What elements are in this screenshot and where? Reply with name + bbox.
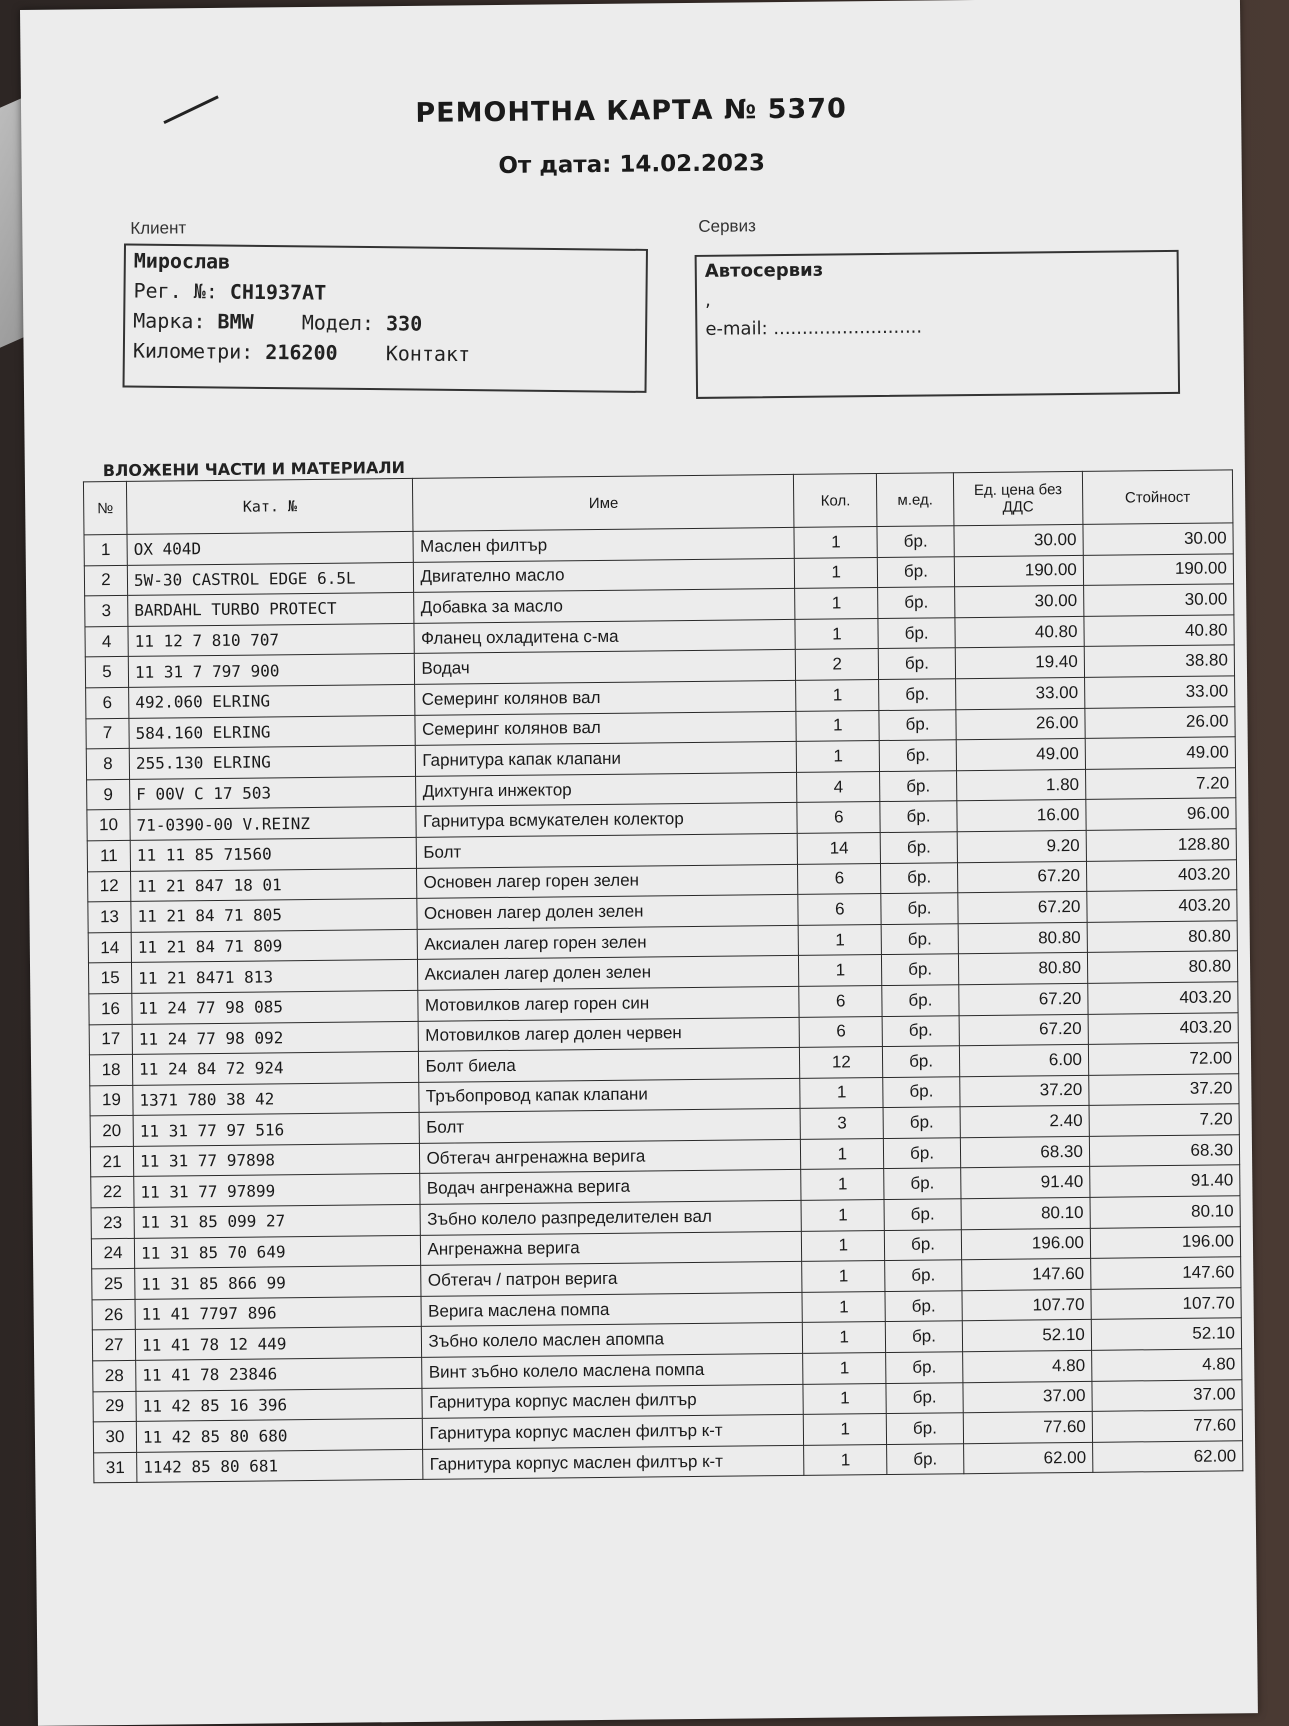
row-quantity: 1	[795, 588, 878, 619]
row-total: 37.20	[1089, 1073, 1239, 1105]
parts-section-title: ВЛОЖЕНИ ЧАСТИ И МАТЕРИАЛИ	[102, 457, 406, 481]
row-unit-price: 6.00	[959, 1044, 1088, 1076]
row-unit: бр.	[883, 1107, 960, 1138]
col-price: Ед. цена без ДДС	[953, 471, 1083, 525]
col-total: Стойност	[1082, 470, 1233, 525]
row-unit: бр.	[880, 832, 957, 863]
row-total: 96.00	[1086, 798, 1236, 830]
row-quantity: 6	[799, 1016, 882, 1047]
row-part-name: Болт	[420, 1109, 801, 1144]
row-cat-number: 11 31 85 099 27	[134, 1204, 421, 1238]
row-quantity: 12	[800, 1047, 883, 1078]
row-num: 22	[91, 1177, 134, 1208]
row-cat-number: 11 31 7 797 900	[128, 654, 415, 688]
row-part-name: Двигателно масло	[414, 558, 795, 593]
row-unit-price: 26.00	[956, 708, 1085, 740]
row-total: 147.60	[1091, 1257, 1241, 1289]
row-cat-number: 71-0390-00 V.REINZ	[130, 807, 417, 841]
row-quantity: 1	[802, 1291, 885, 1322]
row-part-name: Основен лагер долен зелен	[417, 895, 798, 930]
row-quantity: 4	[797, 771, 880, 802]
model-label: Модел:	[301, 310, 375, 336]
row-total: 49.00	[1085, 737, 1235, 769]
row-unit: бр.	[877, 526, 954, 557]
row-unit-price: 80.10	[961, 1197, 1090, 1229]
row-num: 16	[89, 993, 132, 1024]
row-num: 3	[85, 596, 128, 627]
col-num: №	[83, 481, 127, 534]
row-quantity: 1	[803, 1383, 886, 1414]
row-num: 2	[84, 565, 127, 596]
row-part-name: Винт зъбно колело маслена помпа	[422, 1353, 803, 1388]
row-total: 72.00	[1088, 1043, 1238, 1075]
service-email-row	[697, 310, 1177, 344]
row-unit-price: 80.80	[958, 953, 1087, 985]
row-quantity: 1	[802, 1230, 885, 1261]
row-part-name: Дихтунга инжектор	[416, 772, 797, 807]
service-comma: ,	[704, 289, 711, 311]
row-cat-number: 1142 85 80 681	[137, 1449, 424, 1483]
row-part-name: Обтегач ангренажна верига	[420, 1139, 801, 1174]
row-unit-price: 19.40	[955, 647, 1084, 679]
row-part-name: Болт	[417, 833, 798, 868]
row-unit: бр.	[879, 709, 956, 740]
row-unit-price: 196.00	[961, 1228, 1090, 1260]
row-unit: бр.	[878, 587, 955, 618]
row-cat-number: 11 11 85 71560	[130, 837, 417, 871]
row-cat-number: 255.130 ELRING	[129, 746, 416, 780]
row-num: 15	[88, 963, 131, 994]
row-total: 38.80	[1084, 645, 1234, 677]
row-cat-number: 11 31 77 97 516	[133, 1113, 420, 1147]
row-num: 17	[89, 1024, 132, 1055]
row-num: 26	[92, 1299, 135, 1330]
row-part-name: Зъбно колело разпределителен вал	[420, 1200, 801, 1235]
row-total: 80.10	[1090, 1196, 1240, 1228]
row-total: 52.10	[1091, 1318, 1241, 1350]
row-total: 4.80	[1092, 1349, 1242, 1381]
service-name: Автосервиз	[704, 259, 824, 282]
model-value: 330	[385, 311, 423, 336]
row-quantity: 1	[798, 924, 881, 955]
row-unit: бр.	[886, 1352, 963, 1383]
row-cat-number: 11 41 78 12 449	[135, 1327, 422, 1361]
row-num: 31	[94, 1452, 137, 1483]
row-part-name: Семеринг колянов вал	[415, 680, 796, 715]
row-unit-price: 80.80	[958, 922, 1087, 954]
row-unit-price: 62.00	[963, 1442, 1092, 1474]
row-part-name: Водач	[415, 650, 796, 685]
row-total: 91.40	[1090, 1165, 1240, 1197]
row-unit: бр.	[884, 1168, 961, 1199]
row-total: 403.20	[1088, 982, 1238, 1014]
client-name: Мирослав	[133, 248, 231, 274]
row-quantity: 6	[798, 863, 881, 894]
row-total: 403.20	[1086, 859, 1236, 891]
row-part-name: Зъбно колело маслен апомпа	[422, 1323, 803, 1358]
row-total: 68.30	[1089, 1135, 1239, 1167]
row-unit-price: 67.20	[957, 861, 1086, 893]
row-cat-number: 11 24 77 98 092	[132, 1021, 419, 1055]
row-unit-price: 9.20	[957, 830, 1086, 862]
row-unit: бр.	[882, 954, 959, 985]
row-cat-number: 11 21 847 18 01	[131, 868, 418, 902]
row-total: 26.00	[1085, 706, 1235, 738]
row-unit-price: 2.40	[960, 1106, 1089, 1138]
row-cat-number: 1371 780 38 42	[133, 1082, 420, 1116]
row-part-name: Гарнитура корпус маслен филтър к-т	[423, 1445, 804, 1480]
row-part-name: Тръбопровод капак клапани	[419, 1078, 800, 1113]
row-part-name: Болт биела	[419, 1047, 800, 1082]
row-unit: бр.	[886, 1321, 963, 1352]
row-unit: бр.	[881, 862, 958, 893]
row-total: 40.80	[1084, 615, 1234, 647]
row-unit-price: 30.00	[954, 586, 1083, 618]
row-unit-price: 67.20	[959, 1014, 1088, 1046]
row-unit: бр.	[884, 1199, 961, 1230]
row-cat-number: OX 404D	[127, 531, 414, 565]
row-cat-number: 11 41 7797 896	[135, 1296, 422, 1330]
row-total: 80.80	[1087, 951, 1237, 983]
row-part-name: Верига маслена помпа	[421, 1292, 802, 1327]
row-part-name: Основен лагер горен зелен	[417, 864, 798, 899]
row-cat-number: 11 12 7 810 707	[128, 623, 415, 657]
row-unit-price: 33.00	[955, 677, 1084, 709]
row-num: 25	[92, 1269, 135, 1300]
row-quantity: 1	[803, 1322, 886, 1353]
row-quantity: 1	[795, 618, 878, 649]
row-total: 7.20	[1085, 768, 1235, 800]
row-quantity: 1	[797, 741, 880, 772]
row-cat-number: 11 41 78 23846	[136, 1357, 423, 1391]
row-num: 18	[89, 1054, 132, 1085]
row-unit: бр.	[879, 740, 956, 771]
row-quantity: 1	[796, 680, 879, 711]
row-part-name: Гарнитура всмукателен колектор	[416, 803, 797, 838]
row-unit-price: 190.00	[954, 555, 1083, 587]
row-quantity: 1	[804, 1444, 887, 1475]
row-part-name: Мотовилков лагер горен син	[418, 986, 799, 1021]
row-part-name: Гарнитура корпус маслен филтър	[422, 1384, 803, 1419]
row-total: 77.60	[1092, 1410, 1242, 1442]
reg-label: Рег. №:	[133, 278, 218, 304]
row-unit-price: 4.80	[962, 1350, 1091, 1382]
service-info-box	[695, 250, 1180, 399]
client-label: Клиент	[130, 218, 187, 238]
row-unit-price: 37.20	[960, 1075, 1089, 1107]
row-unit-price: 67.20	[958, 892, 1087, 924]
row-unit: бр.	[882, 985, 959, 1016]
row-unit: бр.	[879, 679, 956, 710]
row-total: 33.00	[1084, 676, 1234, 708]
client-km-row	[125, 335, 645, 370]
col-unit: м.ед.	[877, 473, 954, 527]
row-num: 13	[88, 902, 131, 933]
row-unit-price: 40.80	[955, 616, 1084, 648]
row-num: 12	[88, 871, 131, 902]
row-part-name: Семеринг колянов вал	[415, 711, 796, 746]
row-unit-price: 147.60	[961, 1259, 1090, 1291]
service-label: Сервиз	[698, 216, 756, 236]
row-num: 29	[93, 1391, 136, 1422]
row-num: 21	[90, 1146, 133, 1177]
row-num: 27	[92, 1330, 135, 1361]
row-num: 4	[85, 626, 128, 657]
row-part-name: Обтегач / патрон верига	[421, 1262, 802, 1297]
row-quantity: 1	[801, 1200, 884, 1231]
row-unit: бр.	[887, 1444, 964, 1475]
row-unit: бр.	[885, 1291, 962, 1322]
row-total: 7.20	[1089, 1104, 1239, 1136]
row-part-name: Гарнитура корпус маслен филтър к-т	[423, 1415, 804, 1450]
row-quantity: 6	[797, 802, 880, 833]
document-title: РЕМОНТНА КАРТА № 5370	[415, 93, 847, 129]
row-quantity: 1	[801, 1169, 884, 1200]
row-total: 37.00	[1092, 1379, 1242, 1411]
row-num: 30	[93, 1422, 136, 1453]
row-cat-number: 11 21 84 71 805	[131, 899, 418, 933]
row-unit: бр.	[885, 1260, 962, 1291]
km-value: 216200	[265, 339, 338, 365]
col-cat: Кат. №	[126, 478, 413, 534]
row-quantity: 1	[801, 1138, 884, 1169]
row-unit-price: 16.00	[957, 800, 1086, 832]
row-total: 30.00	[1083, 523, 1233, 555]
row-cat-number: 11 21 84 71 809	[131, 929, 418, 963]
reg-value: CH1937AT	[229, 279, 327, 305]
row-total: 128.80	[1086, 829, 1236, 861]
row-total: 30.00	[1083, 584, 1233, 616]
row-num: 11	[87, 840, 130, 871]
row-part-name: Аксиален лагер долен зелен	[418, 956, 799, 991]
make-value: BMW	[217, 309, 254, 334]
row-part-name: Водач ангренажна верига	[420, 1170, 801, 1205]
row-cat-number: 11 31 77 97899	[134, 1174, 421, 1208]
row-quantity: 1	[796, 710, 879, 741]
row-quantity: 1	[799, 955, 882, 986]
row-num: 19	[90, 1085, 133, 1116]
row-unit-price: 1.80	[956, 769, 1085, 801]
row-num: 5	[85, 657, 128, 688]
row-quantity: 1	[794, 527, 877, 558]
row-num: 7	[86, 718, 129, 749]
client-info-box	[123, 243, 648, 392]
row-cat-number: 11 31 85 70 649	[134, 1235, 421, 1269]
document-date: От дата: 14.02.2023	[498, 150, 766, 179]
row-cat-number: 11 31 85 866 99	[135, 1266, 422, 1300]
row-num: 23	[91, 1207, 134, 1238]
row-unit-price: 49.00	[956, 739, 1085, 771]
row-num: 1	[84, 534, 127, 565]
row-total: 403.20	[1087, 890, 1237, 922]
row-unit: бр.	[883, 1076, 960, 1107]
row-unit-price: 68.30	[960, 1136, 1089, 1168]
col-name: Име	[413, 474, 794, 531]
row-quantity: 3	[800, 1108, 883, 1139]
row-cat-number: 11 42 85 16 396	[136, 1388, 423, 1422]
row-unit-price: 52.10	[962, 1320, 1091, 1352]
row-cat-number: 492.060 ELRING	[129, 684, 416, 718]
parts-table-body	[84, 523, 1243, 1483]
row-total: 403.20	[1088, 1012, 1238, 1044]
row-unit: бр.	[880, 801, 957, 832]
row-total: 107.70	[1091, 1288, 1241, 1320]
row-num: 10	[87, 810, 130, 841]
row-part-name: Маслен филтър	[413, 527, 794, 562]
row-num: 6	[86, 687, 129, 718]
row-cat-number: 11 31 77 97898	[133, 1143, 420, 1177]
row-cat-number: 11 24 77 98 085	[132, 990, 419, 1024]
row-part-name: Ангренажна верига	[421, 1231, 802, 1266]
row-cat-number: 11 24 84 72 924	[132, 1051, 419, 1085]
row-num: 9	[87, 779, 130, 810]
row-cat-number: 584.160 ELRING	[129, 715, 416, 749]
row-part-name: Аксиален лагер горен зелен	[418, 925, 799, 960]
row-quantity: 1	[795, 557, 878, 588]
row-unit: бр.	[885, 1229, 962, 1260]
row-quantity: 1	[802, 1261, 885, 1292]
row-unit: бр.	[878, 618, 955, 649]
row-unit: бр.	[878, 648, 955, 679]
row-cat-number: 11 21 8471 813	[131, 960, 418, 994]
row-unit-price: 107.70	[962, 1289, 1091, 1321]
repair-card-document	[20, 0, 1258, 1726]
row-part-name: Фланец охладитена с-ма	[414, 619, 795, 654]
parts-table	[83, 469, 1243, 1483]
row-unit: бр.	[886, 1413, 963, 1444]
row-unit: бр.	[883, 1046, 960, 1077]
row-quantity: 1	[804, 1414, 887, 1445]
row-unit: бр.	[881, 923, 958, 954]
email-value: ..........................	[773, 316, 923, 340]
make-label: Марка:	[133, 308, 206, 334]
row-quantity: 14	[798, 832, 881, 863]
col-qty: Кол.	[794, 474, 877, 528]
row-total: 62.00	[1092, 1441, 1242, 1473]
row-num: 8	[86, 749, 129, 780]
row-quantity: 6	[798, 894, 881, 925]
row-unit-price: 77.60	[963, 1412, 1092, 1444]
row-total: 196.00	[1090, 1226, 1240, 1258]
row-unit-price: 30.00	[954, 524, 1083, 556]
row-unit: бр.	[880, 770, 957, 801]
row-unit: бр.	[884, 1138, 961, 1169]
row-total: 190.00	[1083, 553, 1233, 585]
row-unit: бр.	[881, 893, 958, 924]
row-unit-price: 37.00	[963, 1381, 1092, 1413]
row-cat-number: 5W-30 CASTROL EDGE 6.5L	[127, 562, 414, 596]
row-unit: бр.	[882, 1015, 959, 1046]
row-part-name: Мотовилков лагер долен червен	[419, 1017, 800, 1052]
row-total: 80.80	[1087, 921, 1237, 953]
row-unit-price: 91.40	[961, 1167, 1090, 1199]
row-num: 14	[88, 932, 131, 963]
row-cat-number: BARDAHL TURBO PROTECT	[128, 593, 415, 627]
row-unit-price: 67.20	[959, 983, 1088, 1015]
row-unit: бр.	[886, 1382, 963, 1413]
row-cat-number: F 00V C 17 503	[130, 776, 417, 810]
row-num: 24	[91, 1238, 134, 1269]
row-quantity: 6	[799, 985, 882, 1016]
email-label: e-mail:	[705, 318, 768, 340]
row-part-name: Добавка за масло	[414, 589, 795, 624]
contact-label: Контакт	[385, 341, 471, 367]
row-quantity: 1	[803, 1353, 886, 1384]
row-quantity: 2	[796, 649, 879, 680]
row-num: 28	[93, 1360, 136, 1391]
row-num: 20	[90, 1116, 133, 1147]
row-quantity: 1	[800, 1077, 883, 1108]
row-cat-number: 11 42 85 80 680	[136, 1419, 423, 1453]
row-unit: бр.	[878, 556, 955, 587]
row-part-name: Гарнитура капак клапани	[416, 742, 797, 777]
km-label: Километри:	[132, 338, 254, 364]
